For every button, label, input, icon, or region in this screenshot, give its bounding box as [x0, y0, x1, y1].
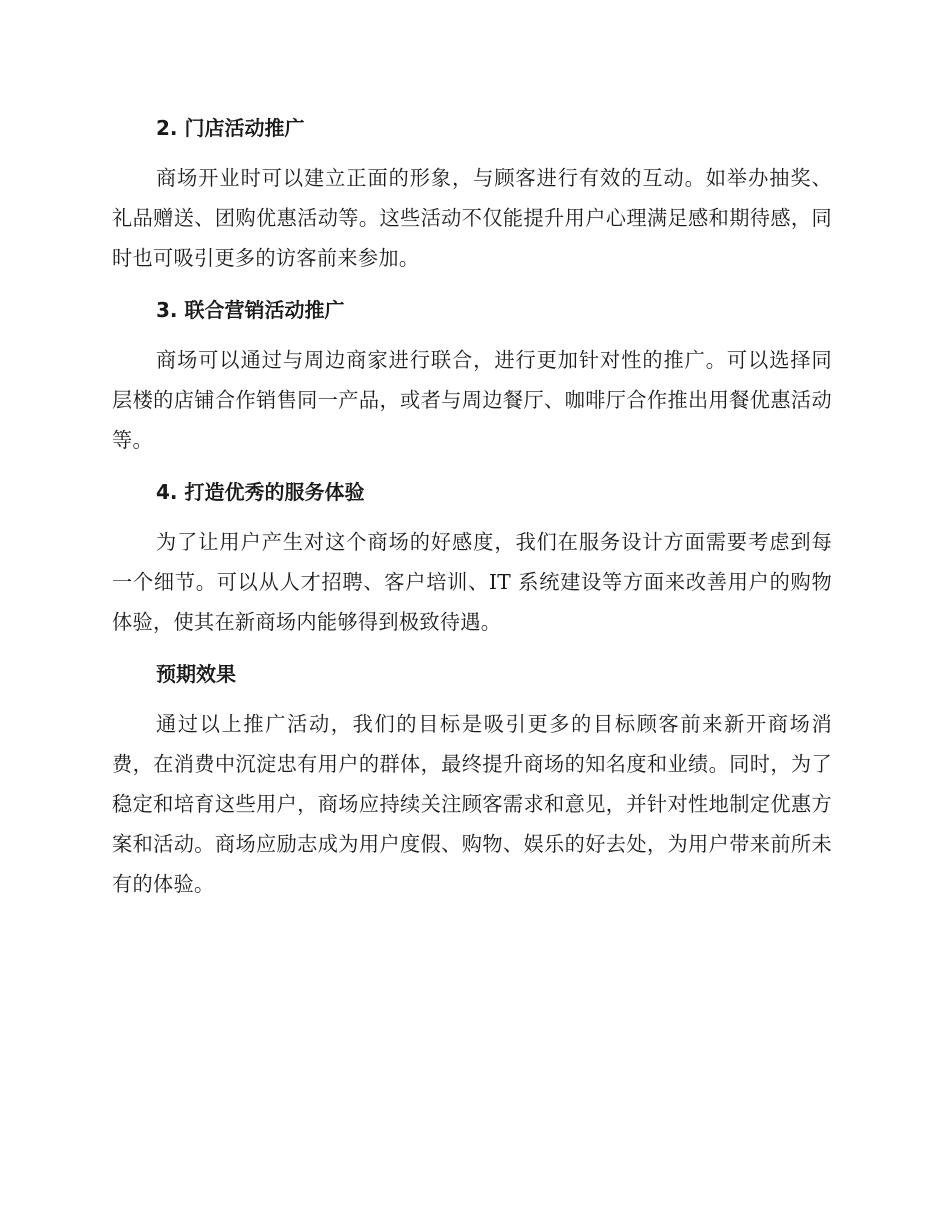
document-page	[112, 108, 832, 916]
section-heading: 2. 门店活动推广	[156, 116, 305, 140]
section-paragraph: 通过以上推广活动，我们的目标是吸引更多的目标顾客前来新开商场消费，在消费中沉淀忠有用户的群体，最终提升商场的知名度和业绩。同时，为了稳定和培育这些用户，商场应持续关注顾客需求和意见，并针对性地制定优惠方案和活动。商场应励志成为用户度假、购物、娱乐的好去处，为用户带来前所未有的体验。	[112, 712, 832, 896]
section-store-promotion	[112, 108, 832, 278]
section-heading: 3. 联合营销活动推广	[156, 298, 345, 322]
section-paragraph: 为了让用户产生对这个商场的好感度，我们在服务设计方面需要考虑到每一个细节。可以从人才招聘、客户培训、IT 系统建设等方面来改善用户的购物体验，使其在新商场内能够得到极致待遇。	[112, 530, 832, 634]
section-paragraph: 商场可以通过与周边商家进行联合，进行更加针对性的推广。可以选择同层楼的店铺合作销售同一产品，或者与周边餐厅、咖啡厅合作推出用餐优惠活动等。	[112, 348, 832, 452]
section-service-experience	[112, 472, 832, 642]
section-expected-results	[112, 654, 832, 904]
section-heading: 预期效果	[156, 662, 236, 686]
section-joint-marketing	[112, 290, 832, 460]
section-paragraph: 商场开业时可以建立正面的形象，与顾客进行有效的互动。如举办抽奖、礼品赠送、团购优惠活动等。这些活动不仅能提升用户心理满足感和期待感，同时也可吸引更多的访客前来参加。	[112, 166, 832, 270]
section-heading: 4. 打造优秀的服务体验	[156, 480, 365, 504]
